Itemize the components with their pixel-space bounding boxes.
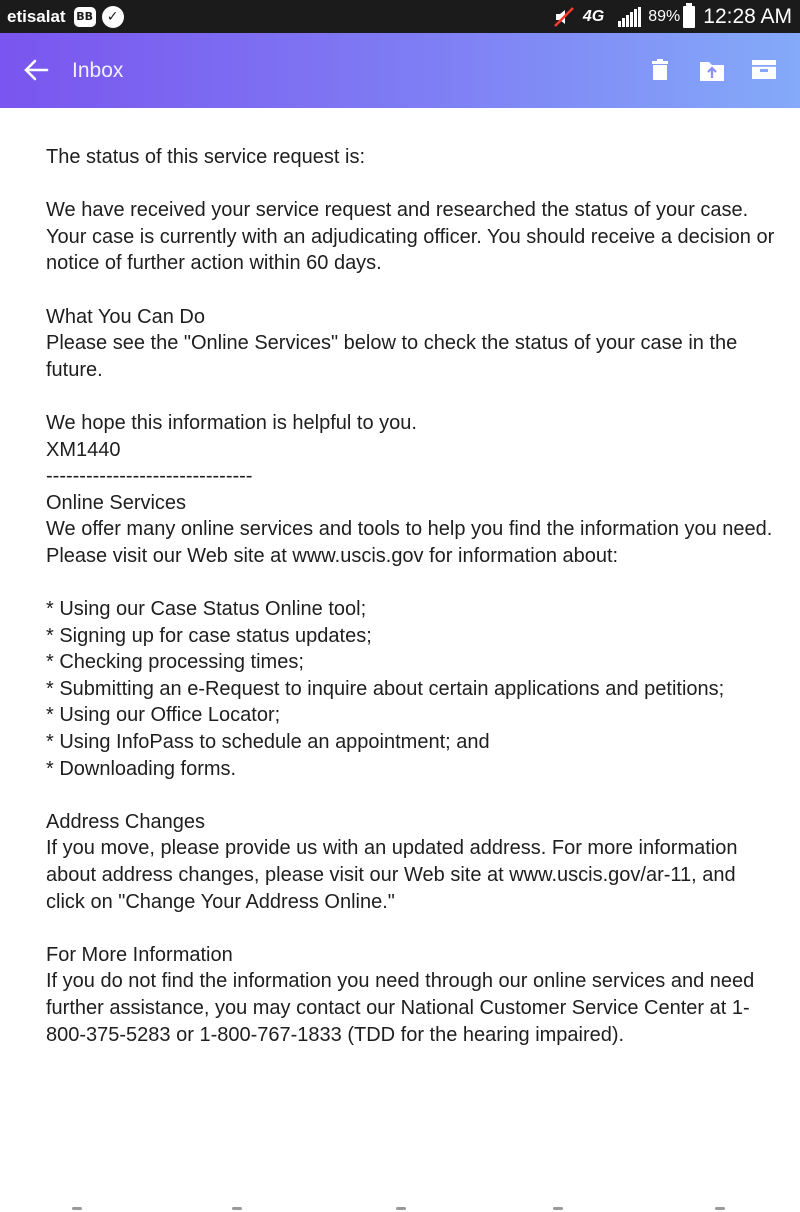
move-to-folder-icon[interactable] [699, 57, 725, 83]
mute-icon [553, 6, 575, 28]
network-type: 4G [582, 7, 605, 25]
battery-percent: 89% [648, 7, 681, 25]
clock: 12:28 AM [703, 4, 792, 28]
bbm-icon: BB [74, 7, 96, 27]
page-title: Inbox [72, 59, 124, 82]
app-bar [0, 33, 800, 108]
arrow-back-icon[interactable] [22, 58, 50, 82]
battery-icon [683, 6, 695, 28]
archive-icon[interactable] [751, 57, 777, 83]
signal-strength-icon [618, 7, 642, 27]
check-circle-icon: ✓ [102, 6, 124, 28]
carrier-name: etisalat [7, 6, 66, 26]
status-indicators [553, 0, 792, 33]
status-bar [0, 0, 800, 33]
message-body: The status of this service request is: We have received your service request and researched the status of your case. Your case is currently with an adjudicating officer. You should receive a decision or notice of further action within 60 days. What You Can Do Please see the "Online Services" below to check the status of your case in the future. We hope this information is helpful to you. XM1440 ------------------------------- Online Services We offer many online services and tools to help you find the information you need. Please visit our Web site at www.uscis.gov for information about: * Using our Case Status Online tool; * Signing up for case status updates; * Checking processing times; * Submitting an e-Request to inquire about certain applications and petitions; * Using our Office Locator; * Using InfoPass to schedule an appointment; and * Downloading forms. Address Changes If you move, please provide us with an updated address. For more information about address changes, please visit our Web site at www.uscis.gov/ar-11, and click on "Change Your Address Online." For More Information If you do not find the information you need through our online services and need further assistance, you may contact our National Customer Service Center at 1-800-375-5283 or 1-800-767-1833 (TDD for the hearing impaired). [46, 146, 775, 1046]
delete-icon[interactable] [647, 57, 673, 83]
bottom-toolbar-edge [0, 1205, 800, 1212]
